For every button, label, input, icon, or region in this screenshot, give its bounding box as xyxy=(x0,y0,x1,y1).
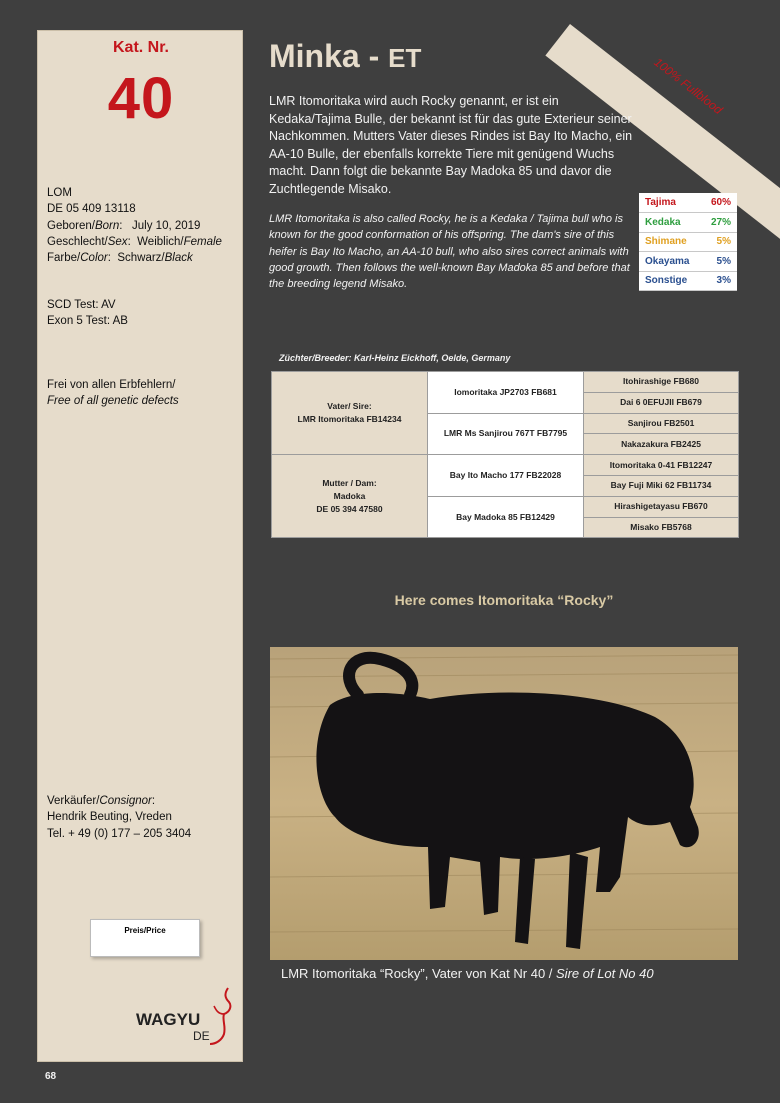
pedigree-sdd: Nakazakura FB2425 xyxy=(584,434,739,455)
logo-text: WAGYU xyxy=(136,1010,201,1029)
breed-pct: 5% xyxy=(702,232,737,252)
breed-row xyxy=(639,193,737,213)
born-row: Geboren/Born: July 10, 2019 xyxy=(47,219,201,232)
consignor-en: Consignor xyxy=(99,795,152,807)
breed-row xyxy=(639,252,737,272)
free-en: Free of all genetic defects xyxy=(47,395,179,408)
born-value: July 10, 2019 xyxy=(132,219,201,232)
breed-name: Okayama xyxy=(639,252,702,272)
page-title xyxy=(269,38,421,75)
pedigree-dds: Hirashigetayasu FB670 xyxy=(584,496,739,517)
breed-pct: 60% xyxy=(702,193,737,213)
pedigree-sss: Itohirashige FB680 xyxy=(584,372,739,393)
dam-label: Mutter / Dam: xyxy=(322,477,377,488)
color-row: Farbe/Color: Schwarz/Black xyxy=(47,252,193,265)
breed-name: Shimane xyxy=(639,232,702,252)
breed-name: Tajima xyxy=(639,193,702,213)
title-suffix: ET xyxy=(388,43,422,73)
breed-name: Kedaka xyxy=(639,213,702,233)
kat-label: Kat. Nr. xyxy=(112,39,169,56)
pedigree-dss: Itomoritaka 0-41 FB12247 xyxy=(584,455,739,476)
breed-pct: 3% xyxy=(702,271,737,291)
sex-en: Sex xyxy=(107,235,128,248)
description-de: LMR Itomoritaka wird auch Rocky genannt, er ist ein Kedaka/Tajima Bulle, der bekannt ist für das gute Exterieur seiner Nachkommen. Mutters Vater dieses Rindes ist Bay Ito Macho, ein AA-10 Bulle, der ebenfalls korrekte Tiere mit genügend Wuchs macht. Dann folgt die bekannte Bay Madoka 85 und davor die Zuchtlegende Misako. xyxy=(269,94,633,196)
breed-row xyxy=(639,271,737,291)
description-en: LMR Itomoritaka is also called Rocky, he is a Kedaka / Tajima bull who is known for the good conformation of his offspring. The dam's sire of this heifer is Bay Ito Macho, an AA-10 bull, who also sires correct animals with good growth. Then follows the well-known Bay Madoka 85 and before that the breeding legend Misako. xyxy=(269,213,630,291)
pedigree-ss: Iomoritaka JP2703 FB681 xyxy=(428,372,584,414)
rocky-heading: Here comes Itomoritaka “Rocky” xyxy=(394,592,614,608)
sex-de: Geschlecht/ xyxy=(47,235,108,248)
tests xyxy=(47,297,128,330)
pedigree-dsd: Bay Fuji Miki 62 FB11734 xyxy=(584,475,739,496)
pedigree-ssd: Dai 6 0EFUJII FB679 xyxy=(584,392,739,413)
consignor-name: Hendrik Beuting, Vreden xyxy=(47,811,172,824)
pedigree-dd: Bay Madoka 85 FB12429 xyxy=(428,496,584,538)
breed-row xyxy=(639,232,737,252)
born-de: Geboren/ xyxy=(47,219,95,232)
wagyu-logo xyxy=(136,986,236,1046)
breed-composition-table xyxy=(639,193,737,291)
pedigree-dam xyxy=(272,455,428,538)
color-value-de: Schwarz/ xyxy=(117,252,165,265)
breed-row xyxy=(639,213,737,233)
breed-pct: 27% xyxy=(702,213,737,233)
free-de: Frei von allen Erbfehlern/ xyxy=(47,379,176,391)
genetic-defects xyxy=(47,377,179,410)
sex-value-en: Female xyxy=(183,235,222,248)
page-number: 68 xyxy=(45,1071,57,1082)
price-label: Preis/Price xyxy=(124,926,166,935)
ribbon-text: 100% Fullblood xyxy=(651,55,726,117)
sire-label: Vater/ Sire: xyxy=(327,401,372,412)
dam-name: Madoka xyxy=(333,490,366,501)
caption-en: Sire of Lot No 40 xyxy=(556,966,654,981)
pedigree-sd: LMR Ms Sanjirou 767T FB7795 xyxy=(428,413,584,455)
photo-caption xyxy=(281,966,654,981)
price-box xyxy=(90,919,200,957)
logo-sub: DE xyxy=(193,1029,210,1043)
sex-row: Geschlecht/Sex: Weiblich/Female xyxy=(47,235,222,248)
exon-test: Exon 5 Test: AB xyxy=(47,315,128,328)
color-value-en: Black xyxy=(164,252,193,265)
lom-label: LOM xyxy=(47,187,72,199)
pedigree-sds: Sanjirou FB2501 xyxy=(584,413,739,434)
scd-test: SCD Test: AV xyxy=(47,299,116,311)
dam-id: DE 05 394 47580 xyxy=(316,503,383,514)
sex-value-de: Weiblich/ xyxy=(137,235,184,248)
sidebar-panel xyxy=(37,30,243,1062)
color-de: Farbe/ xyxy=(47,252,81,265)
kat-number: 40 xyxy=(107,66,175,131)
title-name: Minka - xyxy=(269,38,389,74)
consignor: Verkäufer/Consignor: Hendrik Beuting, Vreden Tel. + 49 (0) 177 – 205 3404 xyxy=(47,793,191,842)
color-en: Color xyxy=(80,252,108,265)
consignor-tel: Tel. + 49 (0) 177 – 205 3404 xyxy=(47,827,192,840)
born-en: Born xyxy=(94,219,120,232)
bull-photo xyxy=(270,647,738,960)
breed-pct: 5% xyxy=(702,252,737,272)
lom-number: DE 05 409 13118 xyxy=(47,203,136,216)
pedigree-sire xyxy=(272,372,428,455)
breeder: Züchter/Breeder: Karl-Heinz Eickhoff, Oelde, Germany xyxy=(279,353,511,363)
animal-info xyxy=(47,185,222,266)
sire-name: LMR Itomoritaka FB14234 xyxy=(297,414,402,425)
breed-name: Sonstige xyxy=(639,271,702,291)
pedigree-ds: Bay Ito Macho 177 FB22028 xyxy=(428,455,584,497)
pedigree-table xyxy=(271,371,739,538)
pedigree-ddd: Misako FB5768 xyxy=(584,517,739,538)
caption-de: LMR Itomoritaka “Rocky”, Vater von Kat Nr 40 / xyxy=(281,966,557,981)
consignor-de: Verkäufer/ xyxy=(47,795,100,807)
